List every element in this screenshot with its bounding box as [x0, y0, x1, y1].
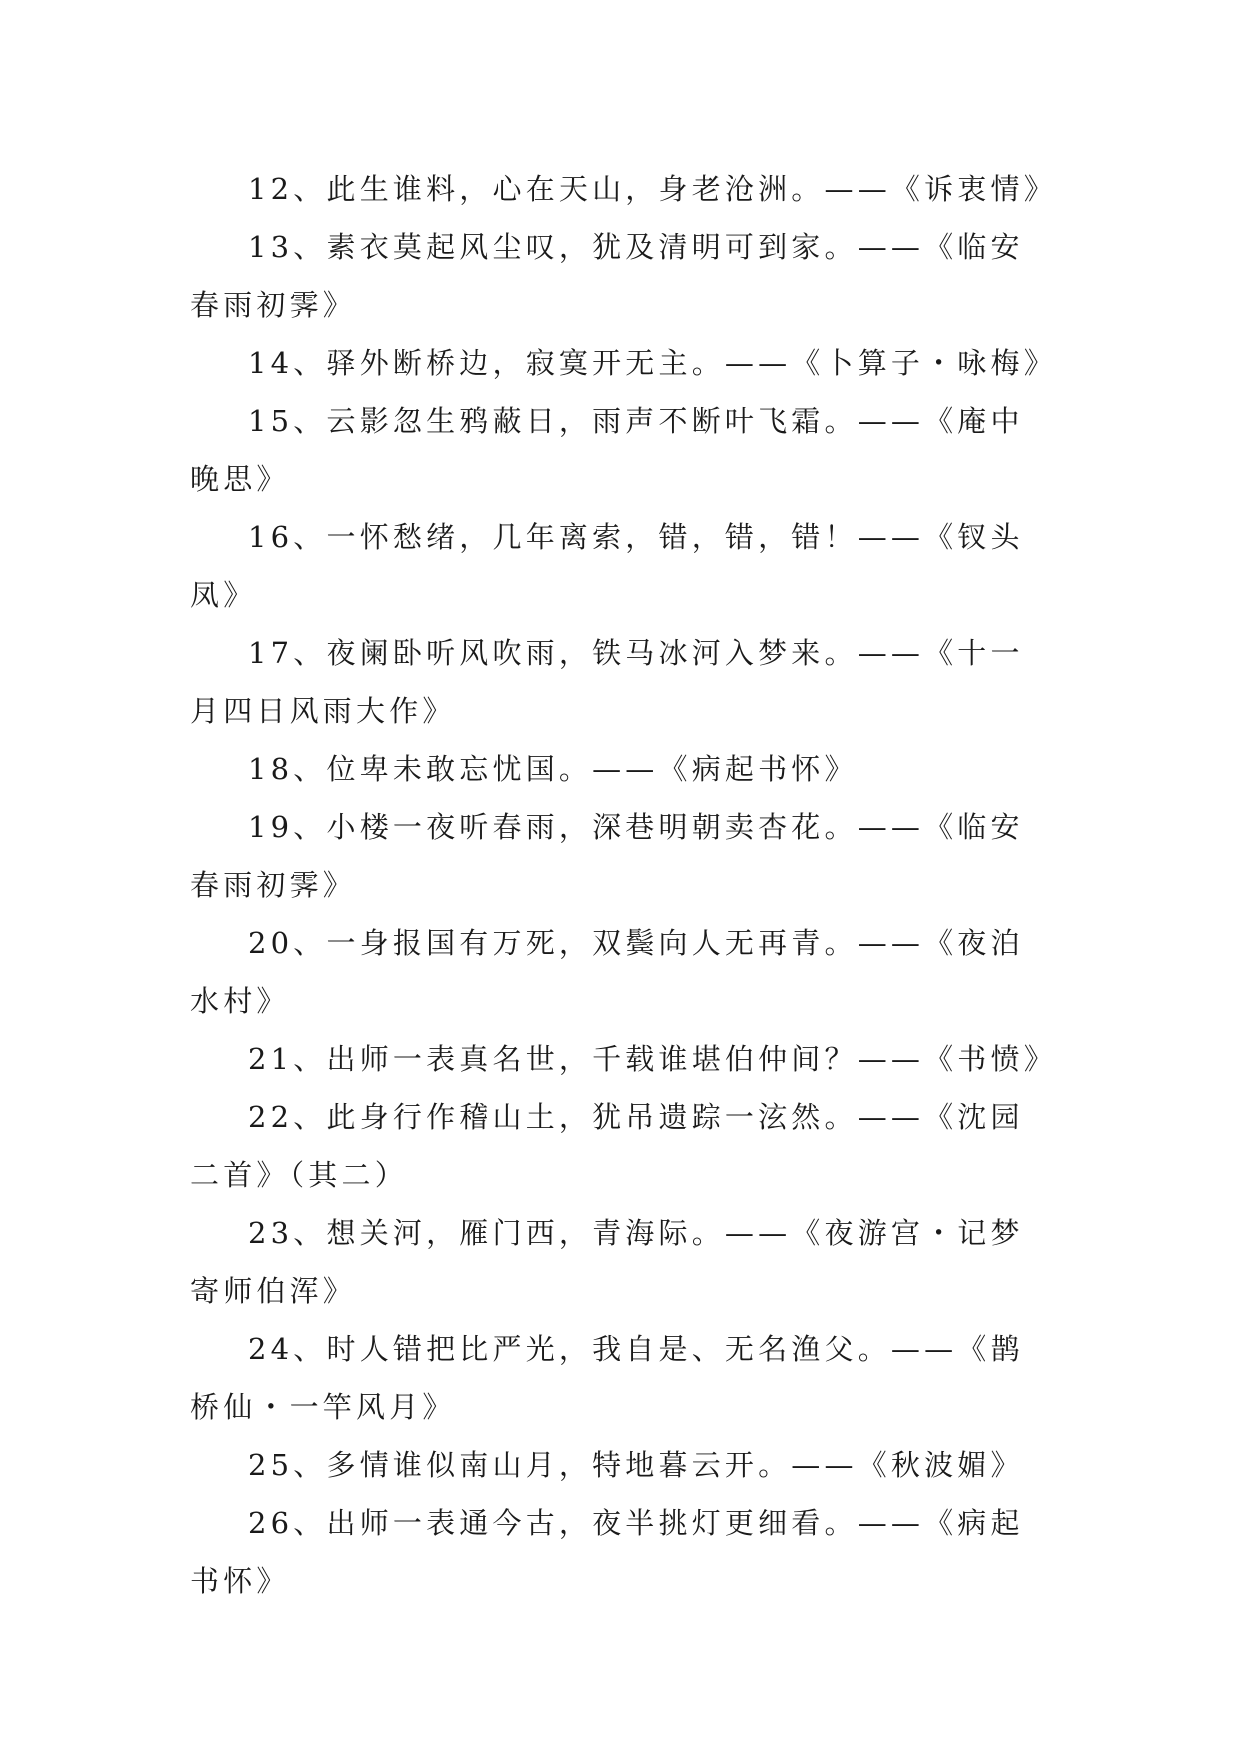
quote-paragraph-18: 18、位卑未敢忘忧国。——《病起书怀》	[248, 752, 858, 786]
quote-paragraph-15: 15、云影忽生鸦蔽日，雨声不断叶飞霜。——《庵中晚思》	[190, 404, 1024, 496]
quote-paragraph-12: 12、此生谁料，心在天山，身老沧洲。——《诉衷情》	[248, 172, 1057, 206]
quote-paragraph-20: 20、一身报国有万死，双鬓向人无再青。——《夜泊水村》	[190, 926, 1024, 1018]
document-body	[190, 160, 1057, 1610]
quote-paragraph-22: 22、此身行作稽山土，犹吊遗踪一泫然。——《沈园二首》（其二）	[190, 1100, 1024, 1192]
quote-paragraph-26: 26、出师一表通今古，夜半挑灯更细看。——《病起书怀》	[190, 1506, 1024, 1598]
quote-paragraph-23: 23、想关河，雁门西，青海际。——《夜游宫・记梦寄师伯浑》	[190, 1216, 1024, 1308]
quote-paragraph-25: 25、多情谁似南山月，特地暮云开。——《秋波媚》	[248, 1448, 1024, 1482]
quote-paragraph-21: 21、出师一表真名世，千载谁堪伯仲间？——《书愤》	[248, 1042, 1057, 1076]
quote-paragraph-14: 14、驿外断桥边，寂寞开无主。——《卜算子・咏梅》	[248, 346, 1057, 380]
quote-paragraph-13: 13、素衣莫起风尘叹，犹及清明可到家。——《临安春雨初霁》	[190, 230, 1024, 322]
quote-paragraph-17: 17、夜阑卧听风吹雨，铁马冰河入梦来。——《十一月四日风雨大作》	[190, 636, 1024, 728]
quote-paragraph-19: 19、小楼一夜听春雨，深巷明朝卖杏花。——《临安春雨初霁》	[190, 810, 1024, 902]
quote-paragraph-24: 24、时人错把比严光，我自是、无名渔父。——《鹊桥仙・一竿风月》	[190, 1332, 1024, 1424]
quote-paragraph-16: 16、一怀愁绪，几年离索，错，错，错！——《钗头凤》	[190, 520, 1024, 612]
